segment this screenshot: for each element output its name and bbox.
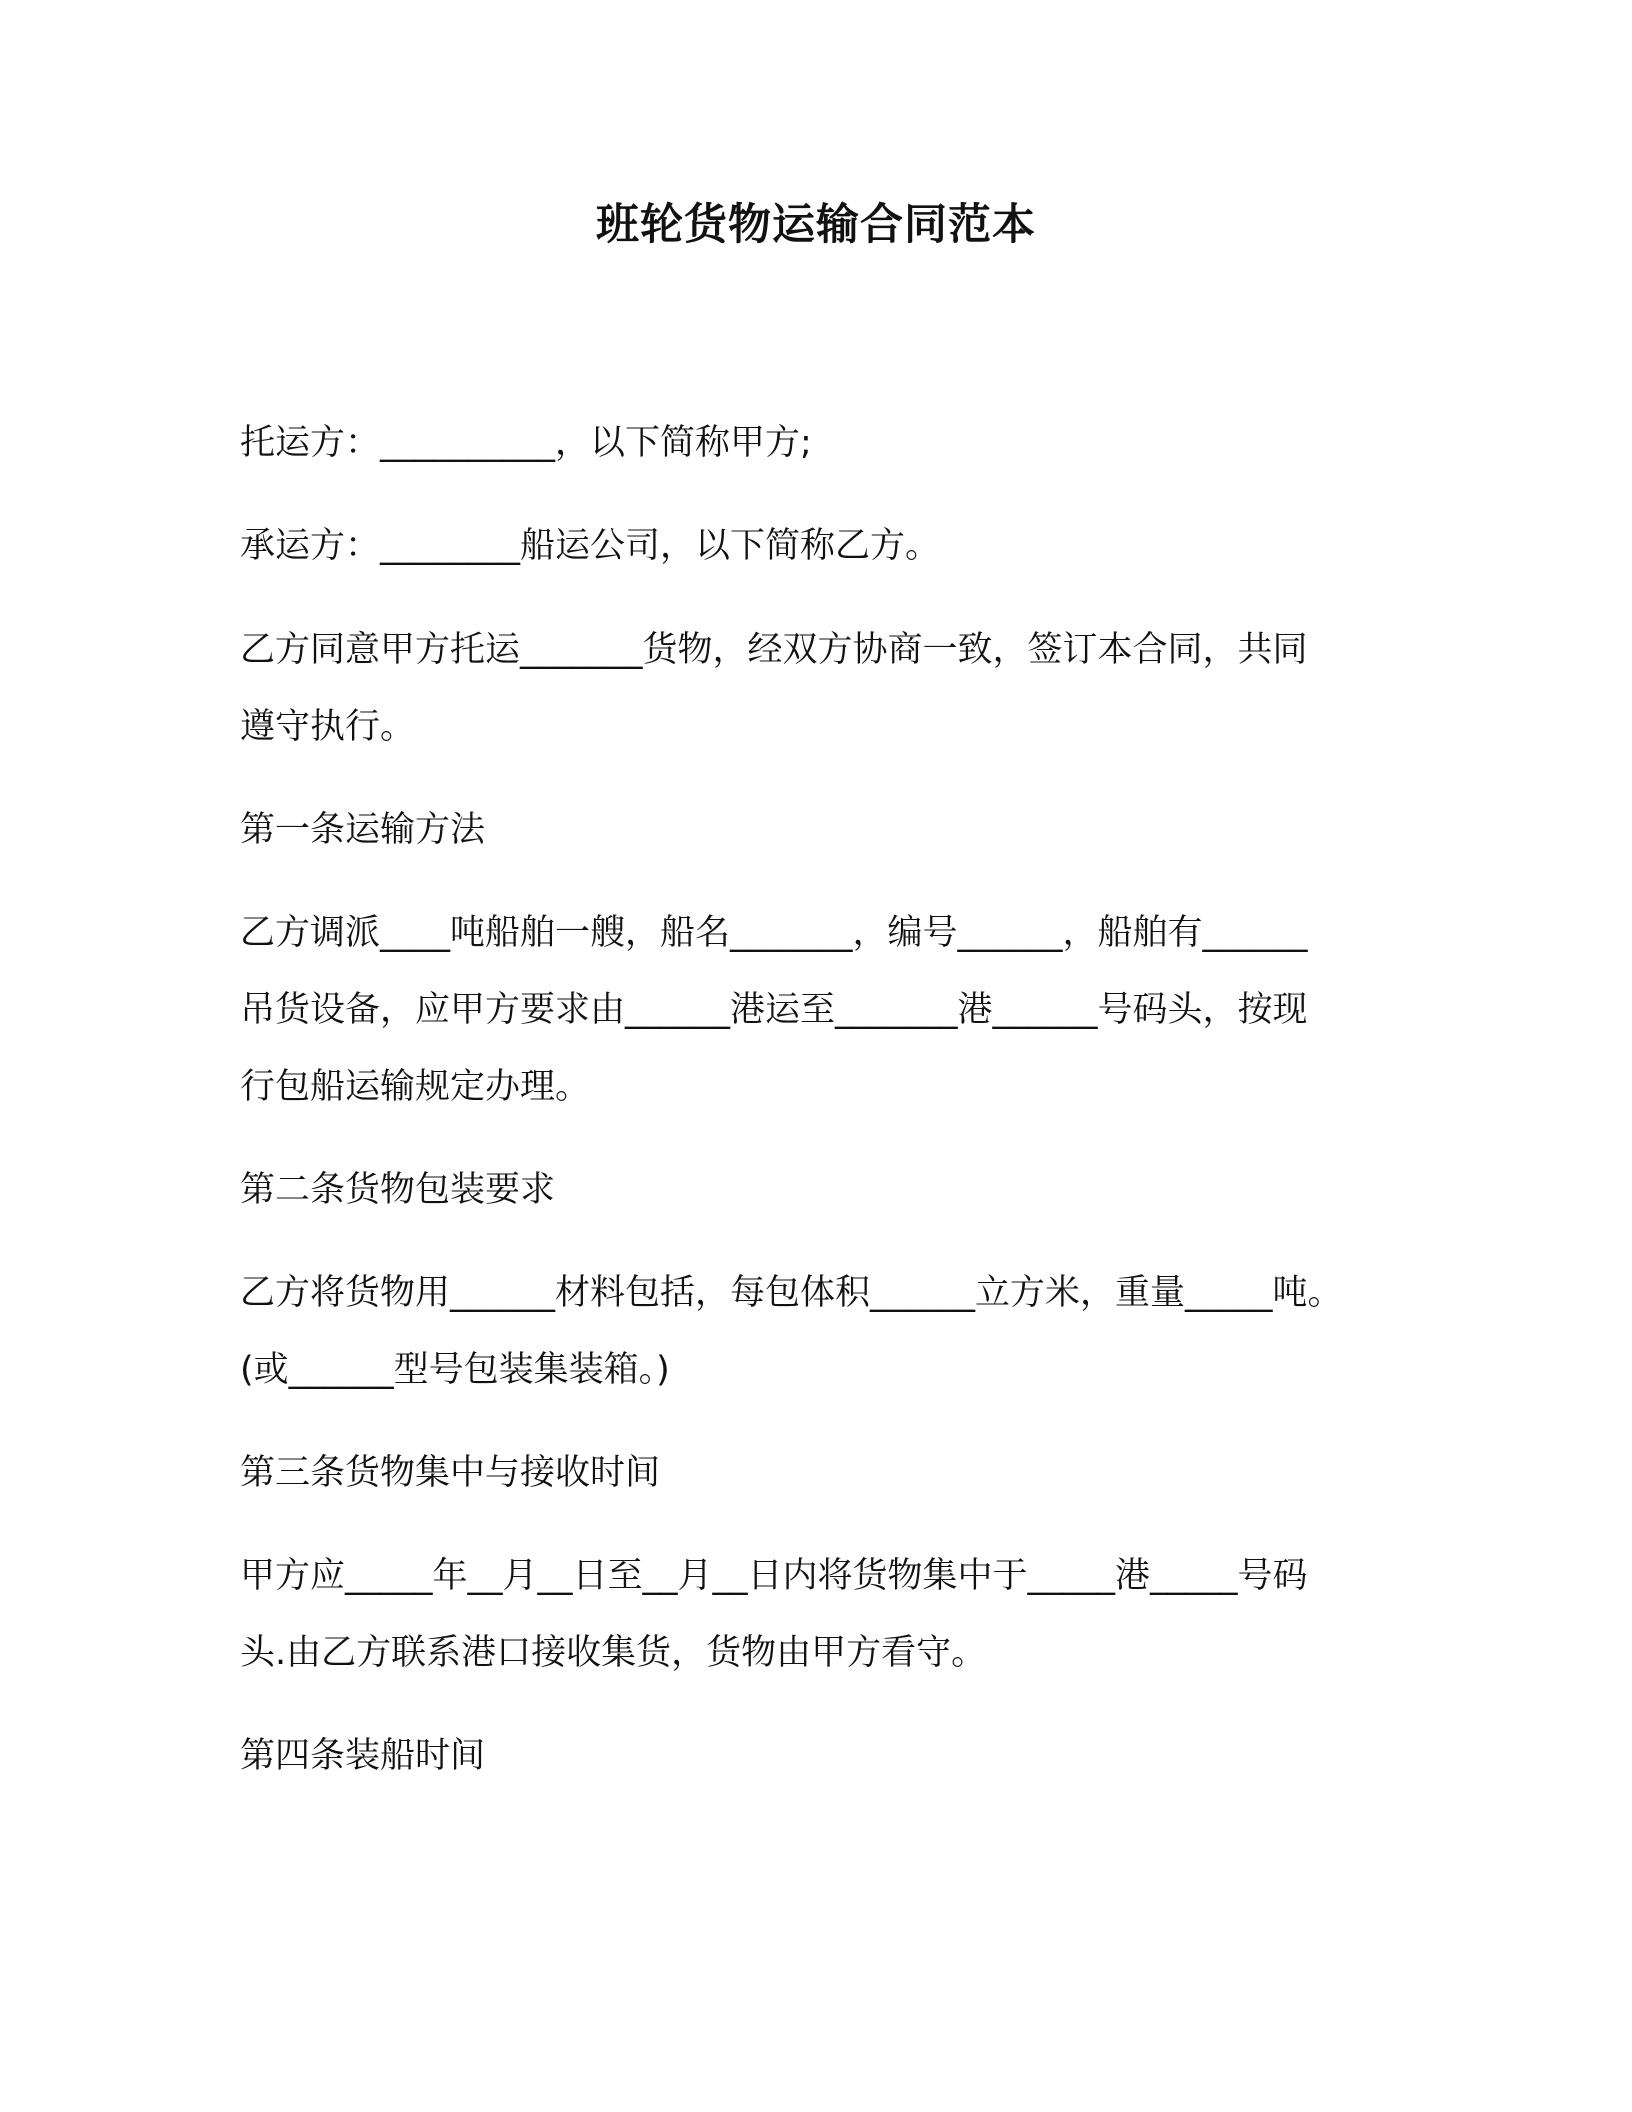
article2-line-2: (或______型号包装集装箱。) — [240, 1350, 670, 1390]
article2-line-1: 乙方将货物用______材料包括，每包体积______立方米，重量_____吨。 — [240, 1273, 1343, 1313]
article1-line-3: 行包船运输规定办理。 — [240, 1067, 591, 1107]
article4-heading: 第四条装船时间 — [240, 1736, 486, 1776]
article1-heading: 第一条运输方法 — [240, 810, 486, 850]
document-title: 班轮货物运输合同范本 — [596, 200, 1036, 250]
article2-heading: 第二条货物包装要求 — [240, 1170, 556, 1210]
article1-line-1: 乙方调派____吨船舶一艘，船名_______，编号______，船舶有______ — [240, 913, 1308, 953]
article3-heading: 第三条货物集中与接收时间 — [240, 1453, 661, 1493]
article3-line-2: 头.由乙方联系港口接收集货，货物由甲方看守。 — [240, 1633, 987, 1673]
article1-line-2: 吊货设备，应甲方要求由______港运至_______港______号码头，按现 — [240, 990, 1308, 1030]
agreement-line-1: 乙方同意甲方托运_______货物，经双方协商一致，签订本合同，共同 — [240, 630, 1308, 670]
agreement-line-2: 遵守执行。 — [240, 707, 416, 747]
carrier-line: 承运方：________船运公司，以下简称乙方。 — [240, 526, 941, 566]
shipper-line: 托运方：__________，以下简称甲方; — [240, 423, 812, 463]
article3-line-1: 甲方应_____年__月__日至__月__日内将货物集中于_____港_____号码 — [240, 1556, 1308, 1596]
